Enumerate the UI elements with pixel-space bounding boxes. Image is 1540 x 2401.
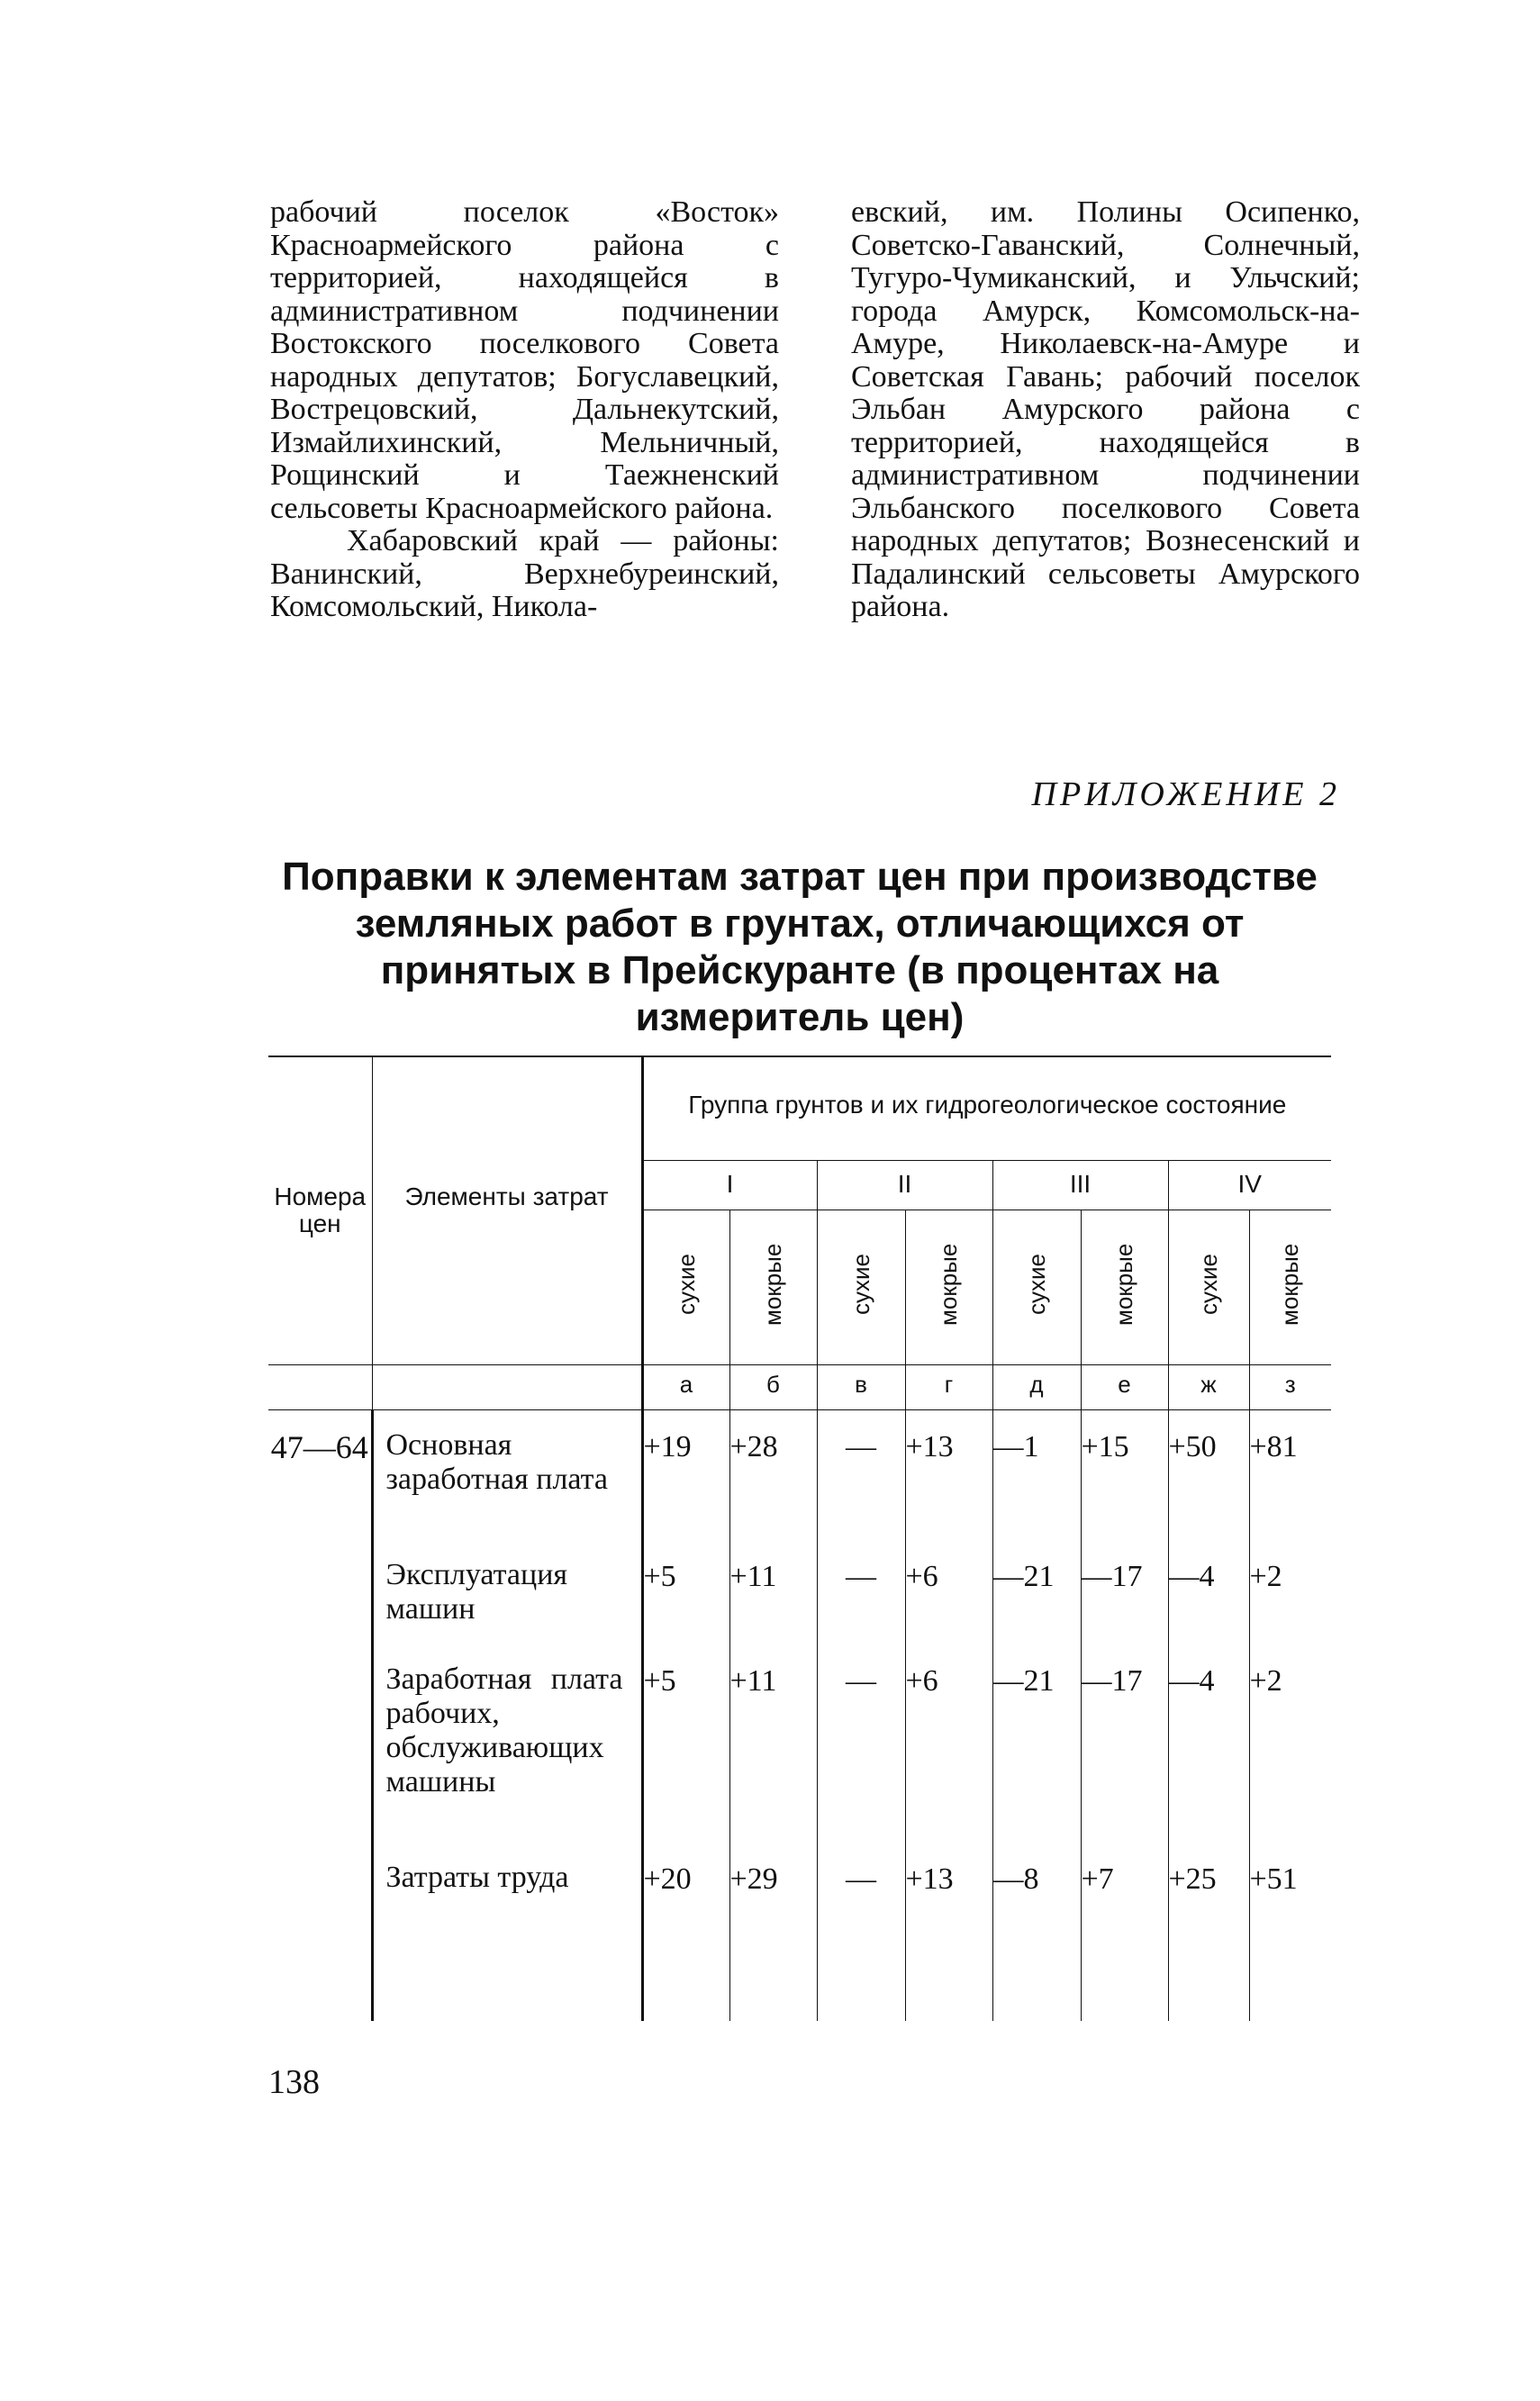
header-state-wet: мокрые [729, 1210, 817, 1364]
element-cell: Затраты труда [372, 1843, 642, 2021]
value-cell: —4 [1168, 1540, 1249, 1644]
value-cell: +50 [1168, 1409, 1249, 1540]
value-cell: +20 [642, 1843, 729, 2021]
value-cell: +13 [905, 1843, 992, 2021]
table-row [268, 1409, 1331, 1540]
table-row [268, 1843, 1331, 2021]
value-cell: +25 [1168, 1843, 1249, 2021]
header-letter: г [905, 1364, 992, 1409]
page-number: 138 [268, 2063, 320, 2101]
left-paragraph-1: рабочий поселок «Восток» Красноармейского района с территорией, находящейся в административном подчинении Востокского поселкового Совета народных депутатов; Богуславецкий, Вострецовский, Дальнекутский, Измайлихинский, Мельничный, Рощинский и Таежненский сельсоветы Красноармейского района. [270, 195, 779, 525]
right-paragraph-1: евский, им. Полины Осипенко, Советско-Гаванский, Солнечный, Тугуро-Чумиканский, и Ульчский; города Амурск, Комсомольск-на-Амуре, Николаевск-на-Амуре и Советская Гавань; рабочий поселок Эльбан Амурского района с территорией, находящейся в административном подчинении Эльбанского поселкового Совета народных депутатов; Вознесенский и Падалинский сельсоветы Амурского района. [851, 195, 1360, 623]
value-cell: +11 [729, 1644, 817, 1843]
header-group-ii: II [817, 1160, 992, 1210]
price-range-cell: 47—64 [270, 1428, 368, 1465]
value-cell: +15 [1081, 1409, 1168, 1540]
table-title: Поправки к элементам затрат цен при производстве земляных работ в грунтах, отличающихся от принятых в Прейскуранте (в процентах на измеритель цен) [282, 855, 1318, 1039]
header-soil-group: Группа грунтов и их гидрогеологическое состояние [642, 1056, 1331, 1160]
value-cell: +19 [642, 1409, 729, 1540]
header-letter: в [817, 1364, 905, 1409]
value-cell: — [817, 1540, 905, 1644]
value-cell: +13 [905, 1409, 992, 1540]
value-cell: +6 [905, 1644, 992, 1843]
element-cell: Основная заработная плата [372, 1409, 642, 1540]
value-cell: +2 [1249, 1644, 1331, 1843]
header-state-wet: мокрые [905, 1210, 992, 1364]
right-text-column [851, 196, 1360, 624]
value-cell: —17 [1081, 1540, 1168, 1644]
element-cell: Эксплуатация машин [372, 1540, 642, 1644]
value-cell: +2 [1249, 1540, 1331, 1644]
value-cell: +11 [729, 1540, 817, 1644]
header-letter-empty [372, 1364, 642, 1409]
header-letter: д [992, 1364, 1081, 1409]
header-group-iii: III [992, 1160, 1168, 1210]
value-cell: —1 [992, 1409, 1081, 1540]
header-letter: б [729, 1364, 817, 1409]
header-state-dry: сухие [992, 1210, 1081, 1364]
appendix-label: ПРИЛОЖЕНИЕ 2 [1031, 775, 1340, 813]
header-state-dry: сухие [817, 1210, 905, 1364]
header-state-dry: сухие [642, 1210, 729, 1364]
value-cell: +7 [1081, 1843, 1168, 2021]
header-letter-empty [268, 1364, 372, 1409]
header-letter: з [1249, 1364, 1331, 1409]
header-state-dry: сухие [1168, 1210, 1249, 1364]
value-cell: +5 [642, 1644, 729, 1843]
header-group-iv: IV [1168, 1160, 1331, 1210]
value-cell: +81 [1249, 1409, 1331, 1540]
header-price-numbers: Номера цен [268, 1056, 372, 1364]
header-elements: Элементы затрат [372, 1056, 642, 1364]
header-letter: е [1081, 1364, 1168, 1409]
table-row [268, 1540, 1331, 1644]
element-cell: Заработная плата рабочих, обслуживающих машины [372, 1644, 642, 1843]
value-cell: +28 [729, 1409, 817, 1540]
value-cell: —4 [1168, 1644, 1249, 1843]
value-cell: +51 [1249, 1843, 1331, 2021]
corrections-table [268, 1056, 1331, 2021]
value-cell: +29 [729, 1843, 817, 2021]
header-state-wet: мокрые [1249, 1210, 1331, 1364]
value-cell: — [817, 1644, 905, 1843]
value-cell: —21 [992, 1644, 1081, 1843]
header-group-i: I [642, 1160, 817, 1210]
value-cell: +6 [905, 1540, 992, 1644]
value-cell: — [817, 1409, 905, 1540]
left-text-column [270, 196, 779, 624]
left-paragraph-2: Хабаровский край — районы: Ванинский, Верхнебуреинский, Комсомольский, Никола- [270, 524, 779, 623]
header-letter: а [642, 1364, 729, 1409]
header-letter: ж [1168, 1364, 1249, 1409]
value-cell: —21 [992, 1540, 1081, 1644]
table-row [268, 1644, 1331, 1843]
value-cell: — [817, 1843, 905, 2021]
header-state-wet: мокрые [1081, 1210, 1168, 1364]
value-cell: +5 [642, 1540, 729, 1644]
value-cell: —17 [1081, 1644, 1168, 1843]
value-cell: —8 [992, 1843, 1081, 2021]
